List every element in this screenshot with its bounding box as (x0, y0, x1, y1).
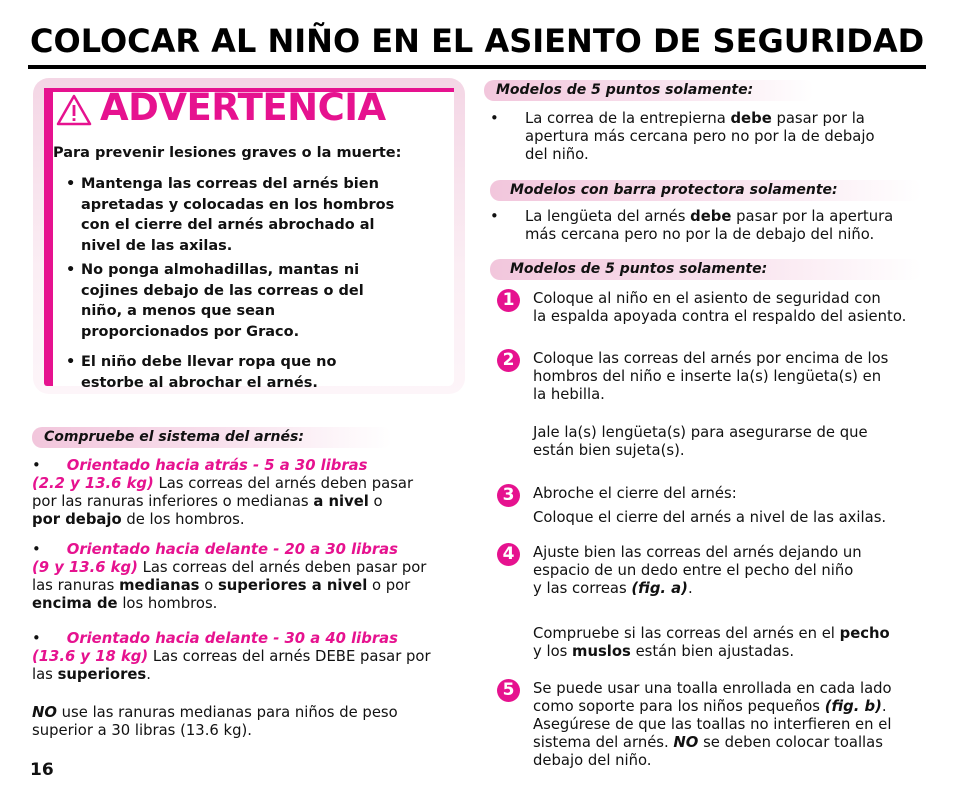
bullet: • (66, 354, 76, 370)
warning-triangle-icon (56, 94, 92, 126)
page-number: 16 (30, 760, 54, 780)
page-title: COLOCAR AL NIÑO EN EL ASIENTO DE SEGURIDAD (30, 22, 925, 60)
warning-title: ADVERTENCIA (100, 86, 386, 129)
step-number-5: 5 (497, 679, 520, 702)
step-2-extra: Jale la(s) lengüeta(s) para asegurarse de que están bien sujeta(s). (533, 424, 868, 459)
warning-lead: Para prevenir lesiones graves o la muerte: (53, 145, 402, 161)
step-number-2: 2 (497, 349, 520, 372)
five-point-a-item: • La correa de la entrepierna debe pasar por la apertura más cercana pero no por la de debajo del niño. (490, 110, 875, 163)
section-header-five-point-a: Modelos de 5 puntos solamente: (484, 80, 814, 101)
warning-item: • No ponga almohadillas, mantas ni cojines debajo de las correas o del niño, a menos que sean proporcionados por Graco. (66, 262, 364, 340)
title-divider (28, 65, 926, 69)
bullet: • (66, 262, 76, 278)
warning-accent-bar (44, 88, 53, 386)
step-number-1: 1 (497, 289, 520, 312)
step-4-extra: Compruebe si las correas del arnés en el pecho y los muslos están bien ajustadas. (533, 625, 890, 660)
harness-item-forward-30-40: • Orientado hacia delante - 30 a 40 libras (13.6 y 18 kg) Las correas del arnés DEBE pasar por las superiores. (32, 630, 431, 683)
shield-models-item: • La lengüeta del arnés debe pasar por la apertura más cercana pero no por la de debajo del niño. (490, 208, 894, 243)
step-1-text: Coloque al niño en el asiento de seguridad con la espalda apoyada contra el respaldo del asiento. (533, 290, 907, 325)
harness-note: NO use las ranuras medianas para niños de peso superior a 30 libras (13.6 kg). (32, 704, 398, 739)
step-number-3: 3 (497, 484, 520, 507)
section-header-harness-check: Compruebe el sistema del arnés: (32, 427, 392, 448)
bullet: • (66, 176, 76, 192)
section-header-five-point-b: Modelos de 5 puntos solamente: (490, 259, 922, 280)
step-5-text: Se puede usar una toalla enrollada en cada lado como soporte para los niños pequeños (fig. b). Asegúrese de que las toallas no interfieren en el sistema del arnés. NO se deben colocar toallas debajo del niño. (533, 680, 892, 769)
step-3-text: Abroche el cierre del arnés: Coloque el cierre del arnés a nivel de las axilas. (533, 485, 887, 526)
harness-item-rear-facing: • Orientado hacia atrás - 5 a 30 libras (2.2 y 13.6 kg) Las correas del arnés deben pasar por las ranuras inferiores o medianas a nivel o por debajo de los hombros. (32, 457, 414, 528)
warning-item: • El niño debe llevar ropa que no estorbe al abrochar el arnés. (66, 354, 337, 391)
warning-item: • Mantenga las correas del arnés bien apretadas y colocadas en los hombros con el cierre del arnés abrochado al nivel de las axilas. (66, 176, 395, 254)
step-number-4: 4 (497, 543, 520, 566)
step-4-text: Ajuste bien las correas del arnés dejando un espacio de un dedo entre el pecho del niño y las correas (fig. a). (533, 544, 862, 597)
harness-item-forward-20-30: • Orientado hacia delante - 20 a 30 libras (9 y 13.6 kg) Las correas del arnés deben pasar por las ranuras medianas o superiores a nivel o por encima de los hombros. (32, 541, 427, 612)
section-header-shield-models: Modelos con barra protectora solamente: (490, 180, 922, 201)
step-2-text: Coloque las correas del arnés por encima de los hombros del niño e inserte la(s) lengüeta(s) en la hebilla. (533, 350, 889, 403)
